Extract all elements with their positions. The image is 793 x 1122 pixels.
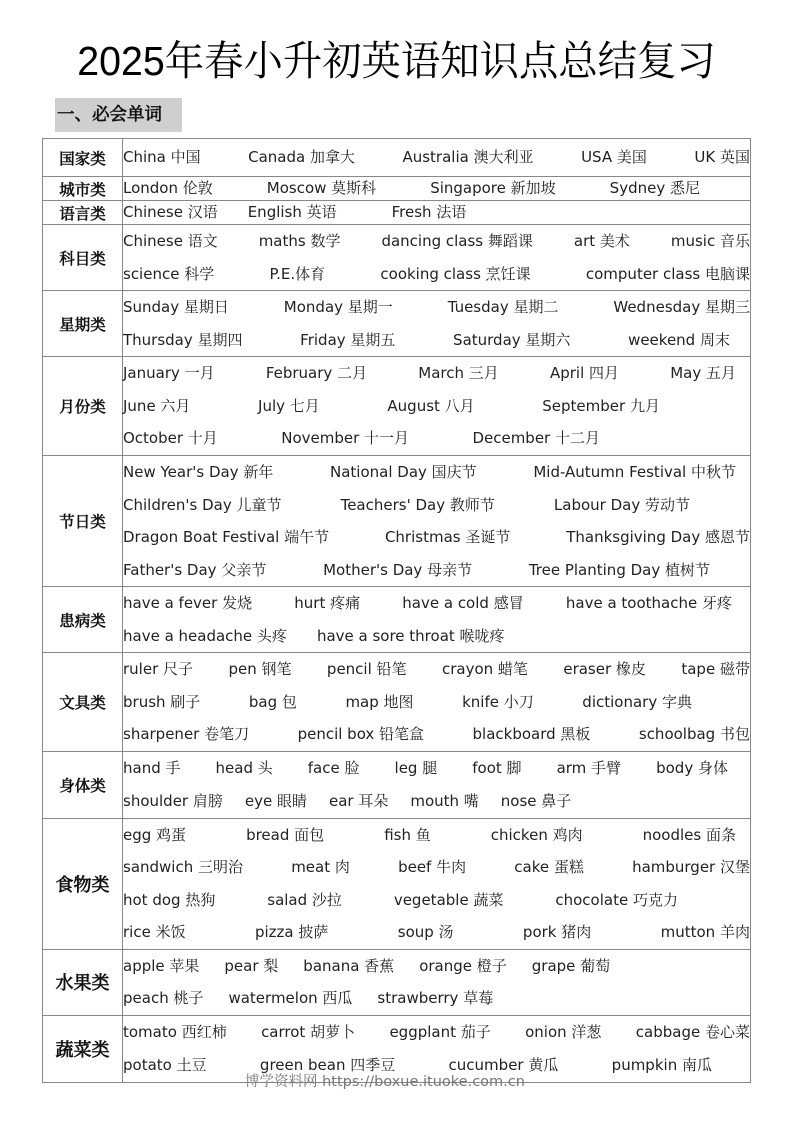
- word-item: P.E.体育: [269, 264, 326, 283]
- word-item: grape 葡萄: [531, 956, 611, 975]
- watermark: 博学资料网 https://boxue.ituoke.com.cn: [245, 1074, 525, 1090]
- word-item: New Year's Day 新年: [123, 463, 274, 481]
- word-item: Singapore 新加坡: [430, 179, 556, 197]
- word-item: USA 美国: [581, 148, 647, 167]
- category-label: 身体类: [43, 751, 123, 818]
- word-item: December 十二月: [472, 429, 600, 448]
- word-item: pencil box 铅笔盒: [297, 725, 425, 743]
- word-item: pencil 铅笔: [326, 660, 407, 678]
- word-item: art 美术: [573, 232, 630, 250]
- word-item: cucumber 黄瓜: [448, 1055, 559, 1074]
- word-item: weekend 周末: [628, 330, 730, 349]
- page-title: 2025年春小升初英语知识点总结复习: [77, 38, 716, 84]
- word-item: have a sore throat 喉咙疼: [316, 626, 505, 645]
- word-item: science 科学: [123, 264, 215, 283]
- word-item: body 身体: [656, 759, 728, 777]
- word-cell: [123, 177, 751, 201]
- word-line: [123, 982, 750, 1015]
- word-item: watermelon 西瓜: [228, 989, 353, 1007]
- word-item: National Day 国庆节: [330, 463, 477, 481]
- word-item: July 七月: [258, 396, 320, 415]
- word-line: [123, 390, 750, 423]
- word-item: English 英语: [247, 203, 337, 221]
- word-line: [123, 521, 750, 554]
- word-item: UK 英国: [694, 148, 750, 167]
- word-item: Tuesday 星期二: [447, 298, 559, 316]
- word-line: [123, 324, 750, 357]
- category-label: 语言类: [43, 201, 123, 225]
- word-item: ruler 尺子: [123, 660, 194, 678]
- table-row: [43, 751, 751, 818]
- word-item: Chinese 语文: [123, 232, 218, 250]
- word-line: [123, 819, 750, 852]
- word-item: have a cold 感冒: [402, 594, 524, 612]
- table-row: [43, 139, 751, 177]
- table-row: [43, 357, 751, 456]
- word-item: hurt 疼痛: [294, 594, 361, 612]
- word-item: salad 沙拉: [267, 890, 342, 909]
- word-line: [123, 258, 750, 291]
- word-item: beef 牛肉: [398, 858, 467, 876]
- word-line: [123, 291, 750, 324]
- word-item: April 四月: [549, 364, 620, 383]
- word-item: February 二月: [265, 364, 368, 383]
- word-item: ear 耳朵: [328, 791, 389, 810]
- word-line: [123, 201, 750, 224]
- table-row: [43, 201, 751, 225]
- word-item: Dragon Boat Festival 端午节: [123, 528, 330, 546]
- word-item: Father's Day 父亲节: [123, 560, 267, 579]
- word-item: Sunday 星期日: [123, 298, 229, 316]
- word-item: brush 刷子: [123, 692, 201, 711]
- word-item: chocolate 巧克力: [555, 890, 678, 909]
- table-row: [43, 587, 751, 653]
- word-cell: [123, 357, 751, 456]
- word-item: have a fever 发烧: [123, 594, 253, 612]
- word-item: egg 鸡蛋: [123, 825, 187, 844]
- word-item: fish 鱼: [384, 825, 431, 844]
- word-item: Friday 星期五: [300, 330, 396, 349]
- word-item: August 八月: [387, 396, 475, 415]
- word-item: apple 苹果: [123, 956, 200, 975]
- word-line: [123, 884, 750, 917]
- word-item: banana 香蕉: [303, 956, 395, 975]
- word-item: Sydney 悉尼: [609, 179, 700, 197]
- word-item: arm 手臂: [556, 759, 622, 777]
- word-cell: [123, 949, 751, 1015]
- word-line: [123, 916, 750, 949]
- word-line: [123, 620, 750, 653]
- table-row: [43, 177, 751, 201]
- word-item: meat 肉: [291, 858, 350, 876]
- word-line: [123, 785, 750, 818]
- word-item: Australia 澳大利亚: [402, 148, 534, 167]
- word-item: Moscow 莫斯科: [266, 179, 377, 197]
- word-item: mutton 羊肉: [660, 923, 750, 941]
- word-line: [123, 225, 750, 258]
- word-item: maths 数学: [258, 232, 341, 250]
- word-item: mouth 嘴: [410, 791, 479, 810]
- word-item: blackboard 黑板: [472, 725, 591, 743]
- word-item: Christmas 圣诞节: [384, 528, 511, 546]
- word-item: strawberry 草莓: [377, 989, 494, 1007]
- category-label: 食物类: [43, 818, 123, 949]
- word-cell: [123, 456, 751, 587]
- word-item: cabbage 卷心菜: [635, 1023, 750, 1041]
- word-line: [123, 686, 750, 719]
- word-item: Teachers' Day 教师节: [340, 495, 495, 514]
- word-item: soup 汤: [397, 923, 454, 941]
- word-item: cake 蛋糕: [514, 858, 584, 876]
- word-cell: [123, 587, 751, 653]
- word-item: face 脸: [307, 759, 360, 777]
- word-item: Saturday 星期六: [453, 330, 571, 349]
- word-item: eye 眼睛: [244, 791, 307, 810]
- word-item: noodles 面条: [642, 825, 736, 844]
- table-row: [43, 949, 751, 1015]
- word-item: October 十月: [123, 429, 218, 448]
- word-item: crayon 蜡笔: [441, 660, 528, 678]
- word-line: [123, 718, 750, 751]
- category-label: 水果类: [43, 949, 123, 1015]
- word-item: pear 梨: [224, 956, 279, 975]
- word-item: peach 桃子: [123, 989, 204, 1007]
- word-line: [123, 752, 750, 785]
- category-label: 城市类: [43, 177, 123, 201]
- word-item: rice 米饭: [123, 923, 186, 941]
- word-cell: [123, 291, 751, 357]
- table-row: [43, 653, 751, 752]
- word-line: [123, 177, 750, 200]
- category-label: 患病类: [43, 587, 123, 653]
- word-item: bag 包: [248, 692, 297, 711]
- word-line: [123, 554, 750, 587]
- table-row: [43, 291, 751, 357]
- word-item: leg 腿: [394, 759, 438, 777]
- word-line: [123, 1016, 750, 1049]
- word-item: onion 洋葱: [525, 1023, 602, 1041]
- word-item: Canada 加拿大: [248, 148, 355, 167]
- word-cell: [123, 201, 751, 225]
- category-label: 月份类: [43, 357, 123, 456]
- word-item: pen 钢笔: [228, 660, 292, 678]
- word-line: [123, 653, 750, 686]
- word-line: [123, 141, 750, 174]
- word-item: music 音乐: [670, 232, 750, 250]
- word-item: pumpkin 南瓜: [611, 1055, 712, 1074]
- word-cell: [123, 139, 751, 177]
- word-item: hot dog 热狗: [123, 890, 216, 909]
- word-item: have a headache 头疼: [123, 626, 287, 645]
- category-label: 科目类: [43, 225, 123, 291]
- word-item: March 三月: [418, 364, 499, 383]
- word-cell: [123, 751, 751, 818]
- word-item: Children's Day 儿童节: [123, 495, 282, 514]
- table-row: [43, 456, 751, 587]
- word-item: eggplant 茄子: [389, 1023, 491, 1041]
- word-item: knife 小刀: [462, 692, 534, 711]
- word-item: November 十一月: [281, 429, 410, 448]
- vocabulary-table: [42, 138, 751, 1083]
- word-item: September 九月: [542, 396, 660, 415]
- word-cell: [123, 818, 751, 949]
- word-item: hamburger 汉堡: [632, 858, 750, 876]
- word-item: June 六月: [123, 396, 191, 415]
- word-line: [123, 456, 750, 489]
- word-item: Thursday 星期四: [123, 330, 243, 349]
- word-item: orange 橙子: [419, 956, 507, 975]
- word-item: have a toothache 牙疼: [565, 594, 732, 612]
- word-item: foot 脚: [472, 759, 522, 777]
- word-line: [123, 950, 750, 983]
- table-row: [43, 818, 751, 949]
- word-item: dancing class 舞蹈课: [381, 232, 533, 250]
- word-item: computer class 电脑课: [585, 264, 750, 283]
- category-label: 星期类: [43, 291, 123, 357]
- word-item: sandwich 三明治: [123, 858, 243, 876]
- category-label: 节日类: [43, 456, 123, 587]
- word-item: Wednesday 星期三: [613, 298, 750, 316]
- word-item: Tree Planting Day 植树节: [528, 560, 710, 579]
- word-item: January 一月: [123, 364, 215, 383]
- word-item: bread 面包: [246, 825, 325, 844]
- word-item: tomato 西红柿: [123, 1023, 227, 1041]
- word-item: potato 土豆: [123, 1055, 207, 1074]
- word-item: vegetable 蔬菜: [393, 890, 504, 909]
- word-item: hand 手: [123, 759, 181, 777]
- word-item: Monday 星期一: [283, 298, 393, 316]
- word-item: Chinese 汉语: [123, 203, 218, 221]
- category-label: 蔬菜类: [43, 1015, 123, 1082]
- word-item: cooking class 烹饪课: [380, 264, 531, 283]
- word-item: nose 鼻子: [500, 791, 572, 810]
- word-item: sharpener 卷笔刀: [123, 725, 250, 743]
- word-cell: [123, 653, 751, 752]
- word-item: carrot 胡萝卜: [261, 1023, 356, 1041]
- word-item: London 伦敦: [123, 179, 213, 197]
- word-line: [123, 422, 750, 455]
- word-item: pork 猪肉: [522, 923, 592, 941]
- word-item: pizza 披萨: [254, 923, 329, 941]
- section-heading: 一、必会单词: [55, 98, 182, 132]
- word-line: [123, 851, 750, 884]
- word-item: Mother's Day 母亲节: [323, 560, 473, 579]
- word-item: Thanksgiving Day 感恩节: [566, 528, 750, 546]
- word-item: Mid-Autumn Festival 中秋节: [533, 463, 736, 481]
- word-item: eraser 橡皮: [563, 660, 646, 678]
- word-item: head 头: [215, 759, 273, 777]
- word-line: [123, 587, 750, 620]
- category-label: 文具类: [43, 653, 123, 752]
- word-item: Labour Day 劳动节: [553, 495, 690, 514]
- word-item: tape 磁带: [681, 660, 750, 678]
- word-item: chicken 鸡肉: [490, 825, 583, 844]
- word-item: dictionary 字典: [582, 692, 692, 711]
- word-item: schoolbag 书包: [638, 725, 750, 743]
- word-cell: [123, 225, 751, 291]
- word-line: [123, 489, 750, 522]
- word-item: green bean 四季豆: [259, 1055, 396, 1074]
- word-item: May 五月: [670, 364, 736, 383]
- word-item: shoulder 肩膀: [123, 791, 223, 810]
- word-item: map 地图: [345, 692, 414, 711]
- word-item: Fresh 法语: [391, 203, 467, 221]
- category-label: 国家类: [43, 139, 123, 177]
- word-line: [123, 357, 750, 390]
- table-row: [43, 225, 751, 291]
- word-item: China 中国: [123, 148, 201, 167]
